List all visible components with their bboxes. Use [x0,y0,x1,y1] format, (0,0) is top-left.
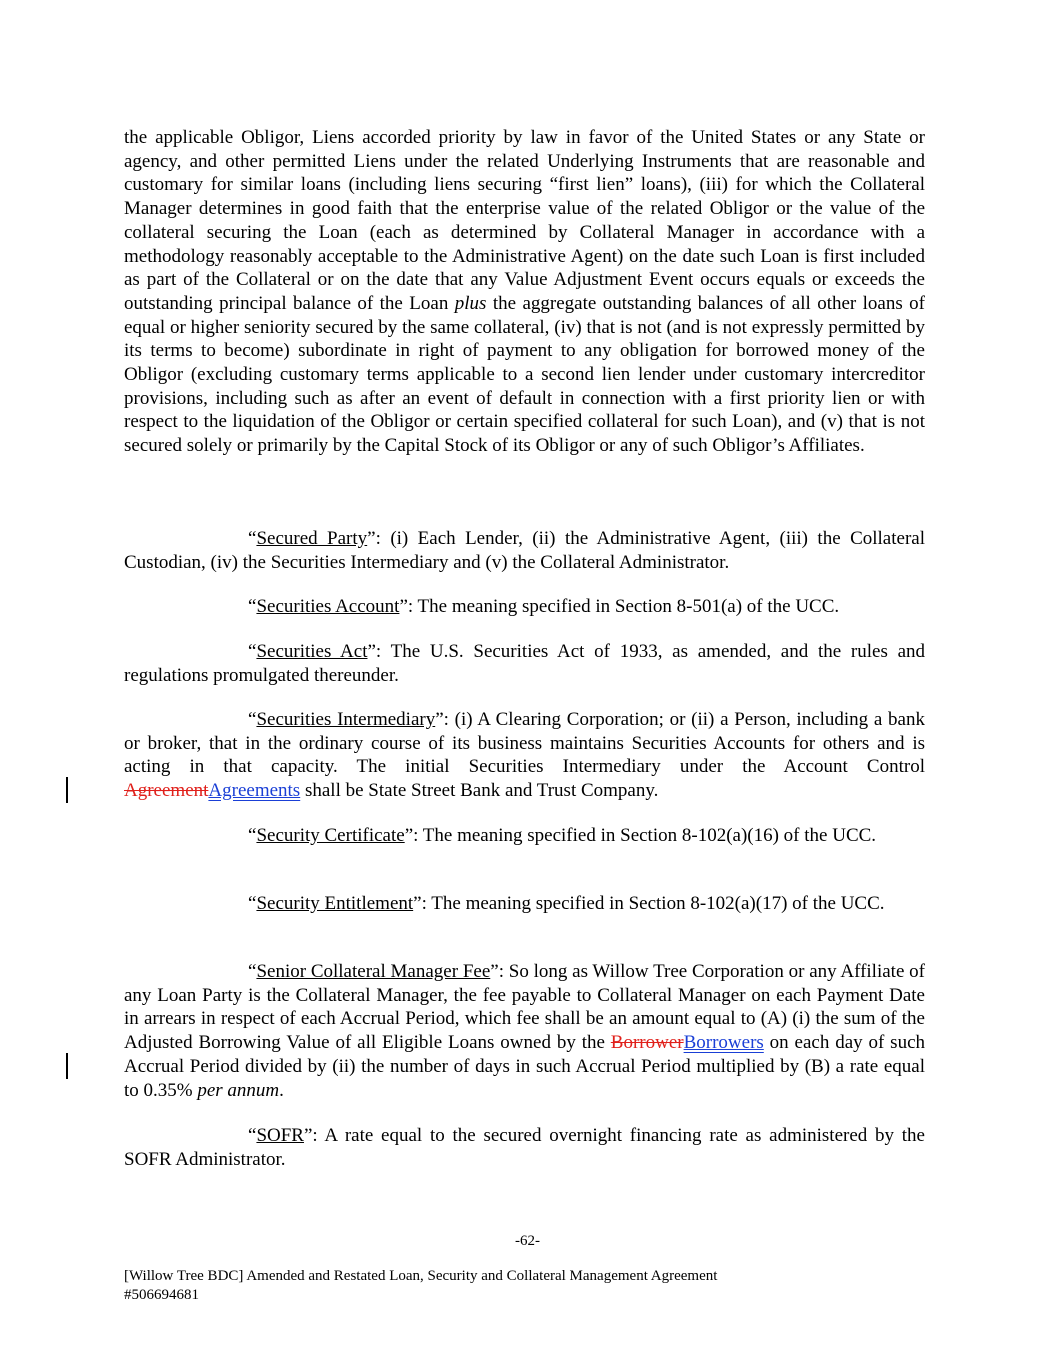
deleted-text: Agreement [124,780,209,802]
definition-security-certificate: “Security Certificate”: The meaning specified in Section 8-102(a)(16) of the UCC. [248,825,877,846]
defined-term: Secured Party [256,528,368,549]
deleted-text: Borrower [610,1032,684,1054]
definition-securities-intermediary: “Securities Intermediary”: (i) A Clearing Corporation; or (ii) a Person, including a bank or broker, that in the ordinary course of its business maintains Securities Accounts for others and is acting in that capacity. The initial Securities Intermediary under the Account Control AgreementAgreements shall be State Street Bank and Trust Company. [124,709,925,802]
page-number: -62- [515,1233,540,1249]
defined-term: SOFR [256,1125,304,1146]
footer-title: [Willow Tree BDC] Amended and Restated Loan, Security and Collateral Management Agreement [124,1268,718,1284]
document-footer [124,1267,717,1305]
footer-document-id: #506694681 [124,1287,199,1303]
inserted-text: Borrowers [683,1032,764,1054]
defined-term: Security Entitlement [256,893,414,914]
defined-term: Securities Act [256,641,368,662]
defined-term: Securities Intermediary [256,709,436,730]
paragraph-text: the aggregate outstanding balances of all other loans of equal or higher seniority secured by the same collateral, (iv) that is not (and is not expressly permitted by its terms to become) subordinate in right of payment to any obligation for borrowed money of the Obligor (excluding customary terms applicable to a second lien lender under customary intercreditor provisions, including such as after an event of default in connection with a first priority lien or with respect to the liquidation of the Obligor or certain specified collateral for such Loan), and (v) that is not secured solely or primarily by the Capital Stock of its Obligor or any of such Obligor’s Affiliates. [124,292,925,457]
definition-securities-account: “Securities Account”: The meaning specified in Section 8-501(a) of the UCC. [248,596,840,617]
definition-security-entitlement: “Security Entitlement”: The meaning specified in Section 8-102(a)(17) of the UCC. [248,893,885,914]
defined-term: Securities Account [256,596,400,617]
continuation-paragraph [124,126,925,458]
change-bar [66,1053,68,1079]
defined-term: Security Certificate [256,825,405,846]
change-bar [66,777,68,803]
paragraph-text: the applicable Obligor, Liens accorded priority by law in favor of the United States or any State or agency, and other permitted Liens under the related Underlying Instruments that are reasonable and customary for similar loans (including liens securing “first lien” loans), (iii) for which the Collateral Manager determines in good faith that the enterprise value of the related Obligor or the value of the collateral securing the Loan (each as determined by Collateral Manager in accordance with a methodology reasonably acceptable to the Administrative Agent) on the date such Loan is first included as part of the Collateral or on the date that any Value Adjustment Event occurs equals or exceeds the outstanding principal balance of the Loan [124,127,925,314]
defined-term: Senior Collateral Manager Fee [256,961,491,982]
italic-text: per annum [197,1079,280,1101]
italic-text: plus [454,292,487,314]
definition-sofr: “SOFR”: A rate equal to the secured overnight financing rate as administered by the SOFR Administrator. [124,1125,925,1170]
definition-secured-party: “Secured Party”: (i) Each Lender, (ii) the Administrative Agent, (iii) the Collateral Custodian, (iv) the Securities Intermediary and (v) the Collateral Administrator. [124,528,925,573]
definition-securities-act: “Securities Act”: The U.S. Securities Act of 1933, as amended, and the rules and regulations promulgated thereunder. [124,641,926,686]
inserted-text: Agreements [208,780,301,802]
definition-senior-collateral-manager-fee: “Senior Collateral Manager Fee”: So long as Willow Tree Corporation or any Affiliate of any Loan Party is the Collateral Manager, the fee payable to Collateral Manager on each Payment Date in arrears in respect of each Accrual Period, which fee shall be an amount equal to (A) (i) the sum of the Adjusted Borrowing Value of all Eligible Loans owned by the BorrowerBorrowers on each day of such Accrual Period divided by (ii) the number of days in such Accrual Period multiplied by (B) a rate equal to 0.35% per annum. [124,961,926,1101]
